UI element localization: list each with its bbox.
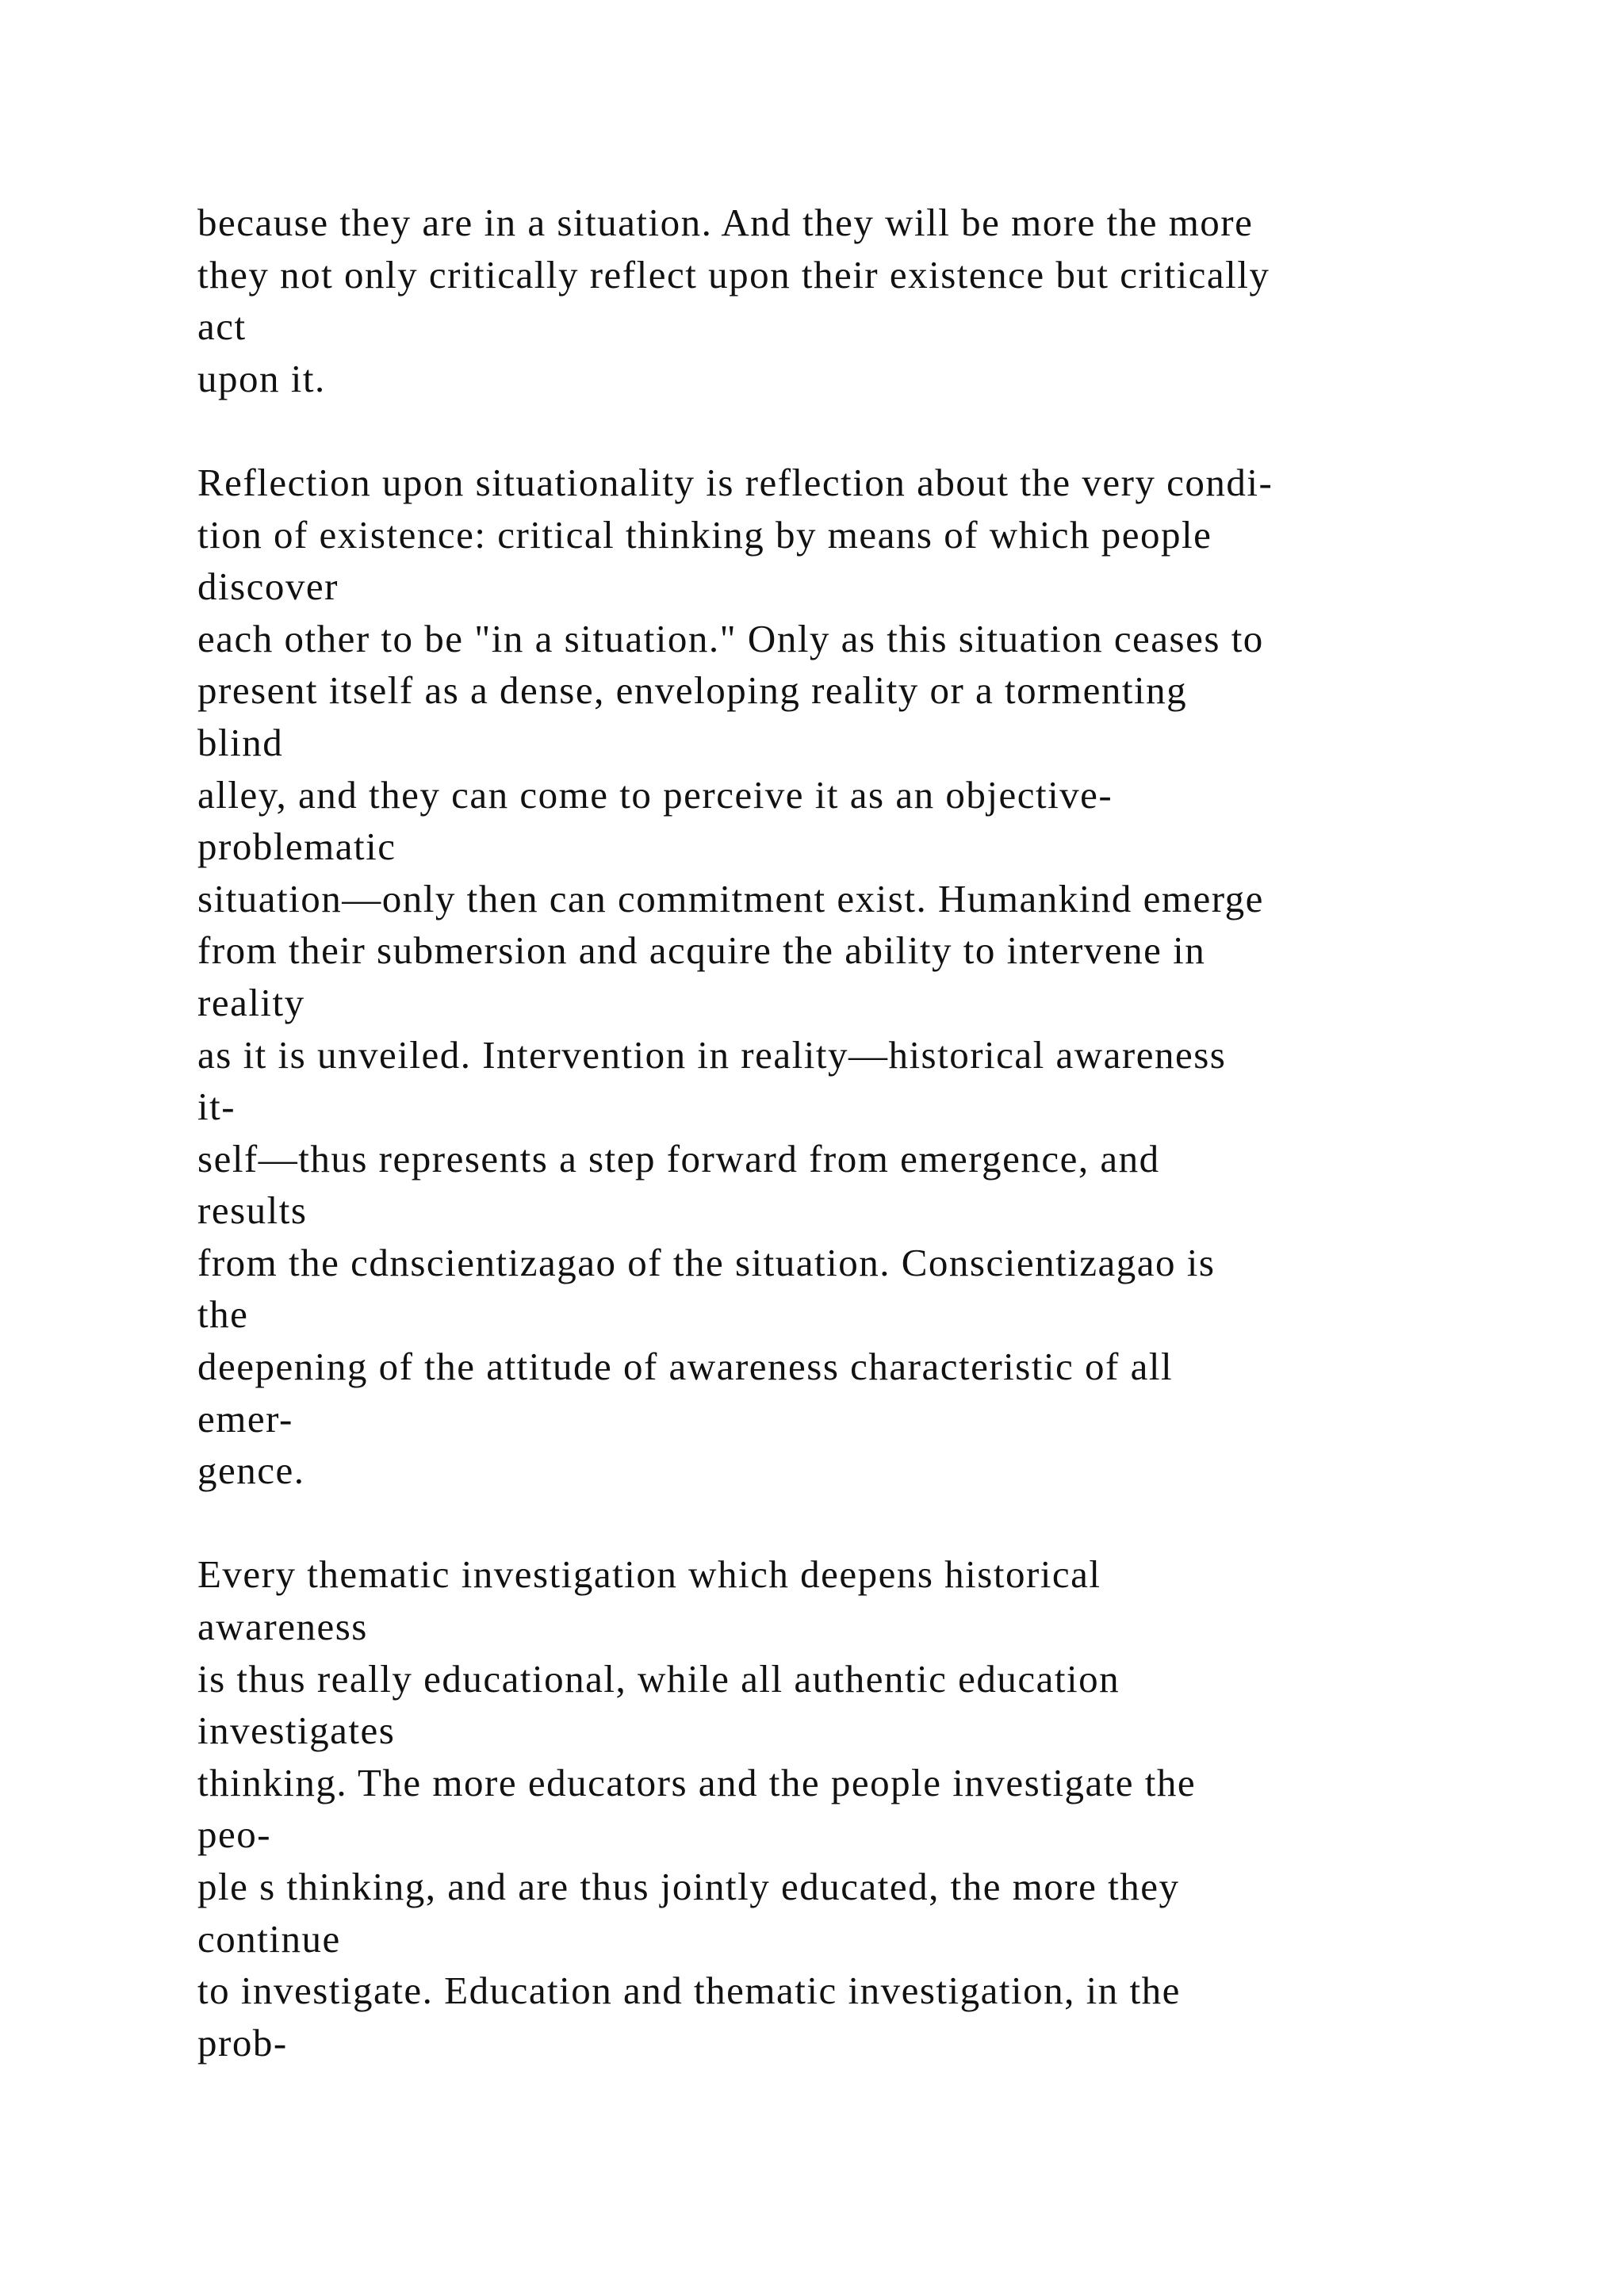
text-line: is thus really educational, while all authentic education (197, 1656, 1120, 1701)
text-line: continue (197, 1916, 341, 1961)
text-line: Reflection upon situationality is reflection about the very condi- (197, 460, 1274, 504)
text-line: the (197, 1292, 249, 1337)
text-line: each other to be "in a situation." Only as this situation ceases to (197, 616, 1264, 660)
text-line: awareness (197, 1605, 368, 1649)
text-line: to investigate. Education and thematic investigation, in the (197, 1969, 1181, 2013)
text-line: Every thematic investigation which deepens historical (197, 1552, 1101, 1597)
text-line: prob- (197, 2020, 288, 2064)
text-line: gence. (197, 1448, 305, 1493)
text-line: emer- (197, 1396, 293, 1441)
text-line: discover (197, 564, 339, 609)
paragraph (197, 197, 1545, 404)
body-text (197, 197, 1545, 2068)
text-line: reality (197, 980, 305, 1024)
text-line: from the cdnscientizagao of the situation. Conscientizagao is (197, 1240, 1216, 1284)
paragraph-gap (197, 404, 1545, 457)
text-line: tion of existence: critical thinking by means of which people (197, 512, 1212, 557)
text-line: peo- (197, 1812, 272, 1857)
text-line: blind (197, 720, 284, 764)
text-line: because they are in a situation. And they will be more the more (197, 201, 1254, 244)
text-line: they not only critically reflect upon their existence but critically (197, 252, 1270, 297)
text-line: as it is unveiled. Intervention in reality—historical awareness (197, 1032, 1227, 1077)
text-line: alley, and they can come to perceive it as an objective- (197, 772, 1113, 817)
text-line: self—thus represents a step forward from emergence, and (197, 1136, 1160, 1181)
text-line: ple s thinking, and are thus jointly educated, the more they (197, 1865, 1180, 1908)
text-line: act (197, 304, 247, 349)
text-line: it- (197, 1085, 236, 1129)
text-line: thinking. The more educators and the people investigate the (197, 1760, 1197, 1804)
text-line: situation—only then can commitment exist. Humankind emerge (197, 876, 1264, 920)
text-line: present itself as a dense, enveloping reality or a tormenting (197, 668, 1188, 713)
paragraph (197, 457, 1545, 1497)
paragraph-gap (197, 1497, 1545, 1549)
text-line: problematic (197, 825, 396, 869)
text-line: from their submersion and acquire the ability to intervene in (197, 928, 1206, 973)
paragraph (197, 1548, 1545, 2068)
text-line: deepening of the attitude of awareness characteristic of all (197, 1345, 1174, 1389)
text-line: results (197, 1188, 308, 1233)
text-line: upon it. (197, 356, 326, 400)
text-line: investigates (197, 1709, 396, 1753)
